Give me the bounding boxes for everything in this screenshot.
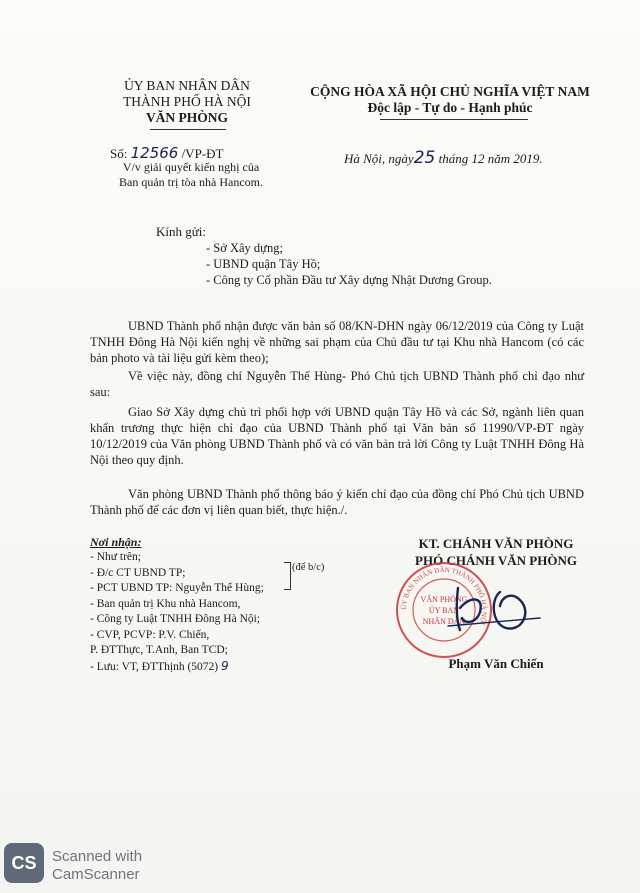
seal-ring-text: ỦY BAN NHÂN DÂN THÀNH PHỐ HÀ NỘI — [399, 565, 489, 626]
list-item: - Công ty Luật TNHH Đông Hà Nội; — [90, 613, 261, 625]
archive-line: - Lưu: VT, ĐTThịnh (5072) — [90, 660, 219, 673]
watermark-line-2: CamScanner — [52, 866, 140, 883]
salutation: Kính gửi: — [156, 224, 207, 239]
recipient-item: - UBND quận Tây Hồ; — [206, 257, 321, 271]
list-item — [90, 659, 264, 676]
handwritten-signature — [440, 578, 550, 638]
agency-header — [82, 78, 292, 126]
date-suffix: tháng 12 năm 2019. — [438, 151, 543, 166]
signature-line-1: KT. CHÁNH VĂN PHÒNG — [418, 536, 574, 551]
motto-underline — [380, 119, 528, 120]
recipient-item: - Sở Xây dựng; — [206, 241, 283, 255]
agency-underline — [150, 129, 226, 130]
watermark-line-1: Scanned with — [52, 848, 143, 865]
date-prefix: Hà Nội, ngày — [344, 151, 414, 166]
seal-center-2: ỦY BAN — [428, 606, 460, 615]
date-day-handwritten: 25 — [413, 148, 436, 168]
body-paragraph-4: Văn phòng UBND Thành phố thông báo ý kiến chỉ đạo của đồng chí Phó Chủ tịch UBND Thành phố để các đơn vị liên quan biết, thực hiện./. — [90, 487, 584, 517]
list-item: - Ban quản trị Khu nhà Hancom, — [90, 597, 241, 610]
list-item: - CVP, PCVP: P.V. Chiến, — [90, 628, 210, 641]
list-item: - PCT UBND TP: Nguyễn Thế Hùng; — [90, 582, 264, 594]
recipient-list — [206, 240, 492, 288]
camscanner-watermark — [52, 848, 142, 884]
handwritten-mark: 9 — [221, 658, 229, 673]
motto: Độc lập - Tự do - Hạnh phúc — [367, 100, 533, 115]
doc-number-handwritten: 12566 — [130, 144, 179, 162]
signer-name: Phạm Văn Chiến — [448, 656, 544, 671]
signature-line-2: PHÓ CHÁNH VĂN PHÒNG — [415, 553, 577, 568]
body-paragraph-3: Giao Sở Xây dựng chủ trì phối hợp với UBND quận Tây Hồ và các Sở, ngành liên quan khẩn trương thực hiện chỉ đạo của UBND Thành phố tại Văn bản số 11990/VP-ĐT ngày 10/12/2019 của Văn phòng UBND Thành phố và có văn bản trả lời Công ty Luật TNHH Đông Hà Nội theo quy định. — [90, 405, 584, 467]
recipients-title: Nơi nhận: — [90, 535, 142, 549]
body-paragraph-1: UBND Thành phố nhận được văn bản số 08/KN-DHN ngày 06/12/2019 của Công ty Luật TNHH Đông Hà Nội kiến nghị về những sai phạm của Chủ đầu tư tại Khu nhà Hancom (có các bản photo và tài liệu gửi kèm theo); — [90, 319, 584, 365]
doc-number-prefix: Số: — [110, 146, 128, 161]
subject-line-1: V/v giải quyết kiến nghị của — [122, 160, 260, 174]
subject-line-2: Ban quản trị tòa nhà Hancom. — [119, 175, 263, 189]
list-item: P. ĐTThực, T.Anh, Ban TCD; — [90, 644, 228, 656]
camscanner-logo-text: CS — [11, 852, 37, 873]
doc-number-suffix: /VP-ĐT — [181, 146, 224, 161]
agency-line-1: ỦY BAN NHÂN DÂN — [124, 78, 250, 93]
list-item: - Đ/c CT UBND TP; — [90, 566, 186, 579]
seal-center-3: NHÂN DÂN — [422, 617, 466, 626]
seal-center-1: VĂN PHÒNG — [420, 595, 468, 604]
list-item: - Như trên; — [90, 551, 141, 563]
agency-line-2: THÀNH PHỐ HÀ NỘI — [123, 94, 251, 109]
republic-title: CỘNG HÒA XÃ HỘI CHỦ NGHĨA VIỆT NAM — [310, 84, 590, 99]
recipients-bracket — [284, 562, 291, 590]
bracket-note: (để b/c) — [292, 562, 325, 573]
document-date — [344, 148, 543, 168]
camscanner-logo — [4, 843, 44, 883]
recipients-list — [90, 550, 264, 675]
recipient-item: - Công ty Cổ phần Đầu tư Xây dựng Nhật Dương Group. — [206, 273, 492, 287]
agency-line-3: VĂN PHÒNG — [145, 110, 229, 125]
body-paragraph-2: Về việc này, đồng chí Nguyễn Thế Hùng- Phó Chủ tịch UBND Thành phố chỉ đạo như sau: — [90, 369, 584, 399]
subject — [86, 160, 296, 190]
republic-header — [300, 84, 600, 116]
